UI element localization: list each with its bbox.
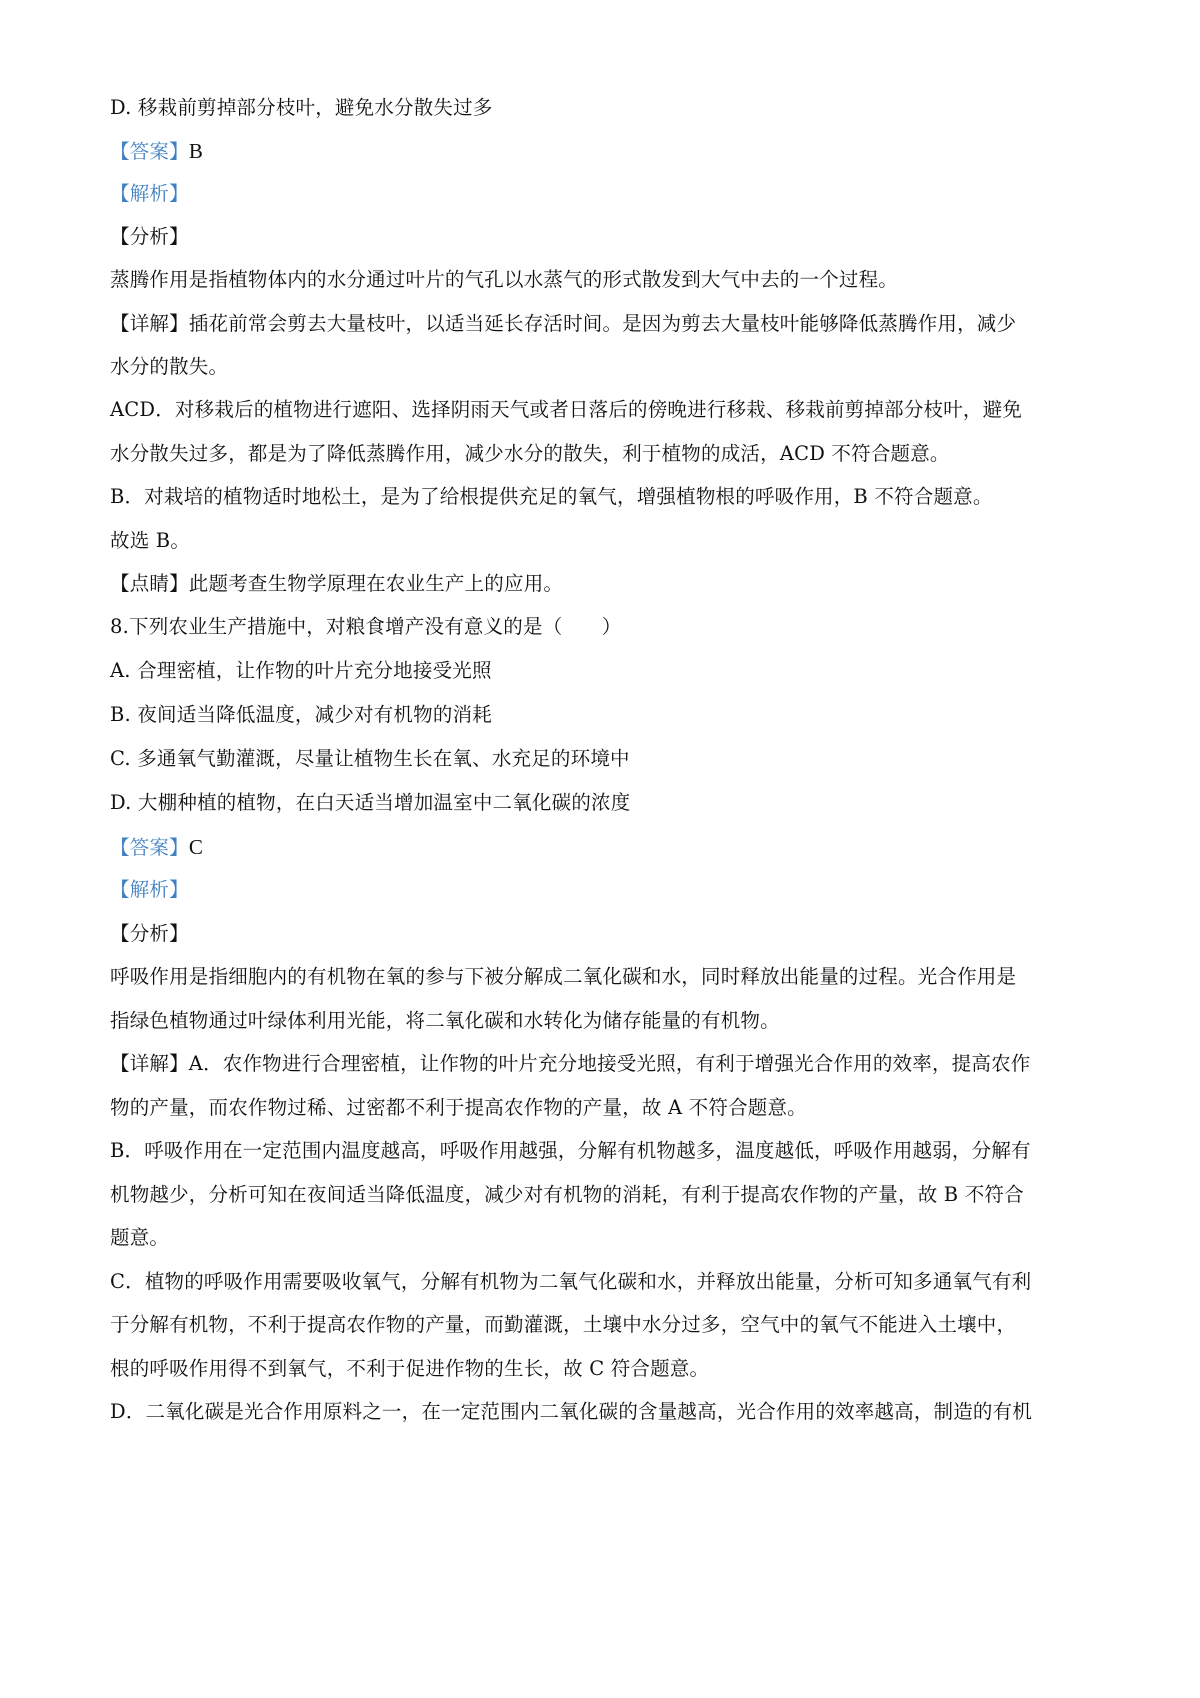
- q8-answer: [110, 833, 203, 862]
- answer-tag: 【答案】: [110, 140, 189, 163]
- answer-value: B: [188, 139, 204, 163]
- q7-option-d: D. 移栽前剪掉部分枝叶，避免水分散失过多: [110, 96, 493, 119]
- q8-b-line-2: 机物越少，分析可知在夜间适当降低温度，减少对有机物的消耗，有利于提高农作物的产量，故 B 不符合: [110, 1183, 1024, 1206]
- q8-d-line-1: D．二氧化碳是光合作用原料之一，在一定范围内二氧化碳的含量越高，光合作用的效率越高，制造的有机: [110, 1400, 1033, 1423]
- q7-analysis-text: 蒸腾作用是指植物体内的水分通过叶片的气孔以水蒸气的形式散发到大气中去的一个过程。: [110, 268, 899, 291]
- q8-option-d: D. 大棚种植的植物，在白天适当增加温室中二氧化碳的浓度: [110, 791, 631, 814]
- q7-detail-line-2: 水分的散失。: [110, 355, 229, 378]
- answer-tag: 【答案】: [110, 836, 189, 859]
- q8-analysis-line-1: 呼吸作用是指细胞内的有机物在氧的参与下被分解成二氧化碳和水，同时释放出能量的过程。光合作用是: [110, 965, 1017, 988]
- q7-detail-line-1: 【详解】插花前常会剪去大量枝叶，以适当延长存活时间。是因为剪去大量枝叶能够降低蒸腾作用，减少: [110, 312, 1017, 335]
- answer-value: C: [188, 835, 204, 859]
- q8-detail-a-line-1: 【详解】A．农作物进行合理密植，让作物的叶片充分地接受光照，有利于增强光合作用的效率，提高农作: [110, 1052, 1031, 1075]
- q8-b-line-3: 题意。: [110, 1226, 170, 1249]
- q8-option-a: A. 合理密植，让作物的叶片充分地接受光照: [110, 659, 492, 682]
- q8-option-c: C. 多通氧气勤灌溉，尽量让植物生长在氧、水充足的环境中: [110, 747, 630, 770]
- q8-analysis-line-2: 指绿色植物通过叶绿体利用光能，将二氧化碳和水转化为储存能量的有机物。: [110, 1009, 780, 1032]
- q7-choose: 故选 B。: [110, 529, 191, 552]
- q8-option-b: B. 夜间适当降低温度，减少对有机物的消耗: [110, 703, 492, 726]
- q7-answer: [110, 137, 203, 166]
- q8-c-line-2: 于分解有机物，不利于提高农作物的产量，而勤灌溉，土壤中水分过多，空气中的氧气不能进入土壤中，: [110, 1313, 1017, 1336]
- q8-c-line-3: 根的呼吸作用得不到氧气，不利于促进作物的生长，故 C 符合题意。: [110, 1357, 710, 1380]
- q7-explanation-tag: 【解析】: [110, 182, 189, 205]
- q8-b-line-1: B．呼吸作用在一定范围内温度越高，呼吸作用越强，分解有机物越多，温度越低，呼吸作用越弱，分解有: [110, 1139, 1031, 1162]
- q8-detail-a-line-2: 物的产量，而农作物过稀、过密都不利于提高农作物的产量，故 A 不符合题意。: [110, 1096, 807, 1119]
- q7-analysis-tag: 【分析】: [110, 225, 189, 248]
- q7-comment: 【点睛】此题考查生物学原理在农业生产上的应用。: [110, 572, 564, 595]
- q8-stem: 8.下列农业生产措施中，对粮食增产没有意义的是（ ）: [110, 615, 622, 638]
- q7-acd-line-2: 水分散失过多，都是为了降低蒸腾作用，减少水分的散失，利于植物的成活，ACD 不符合题意。: [110, 442, 950, 465]
- q8-explanation-tag: 【解析】: [110, 878, 189, 901]
- q7-b-text: B．对栽培的植物适时地松土，是为了给根提供充足的氧气，增强植物根的呼吸作用，B 不符合题意。: [110, 485, 993, 508]
- q8-c-line-1: C．植物的呼吸作用需要吸收氧气，分解有机物为二氧气化碳和水，并释放出能量，分析可知多通氧气有利: [110, 1270, 1032, 1293]
- q8-analysis-tag: 【分析】: [110, 922, 189, 945]
- q7-acd-line-1: ACD．对移栽后的植物进行遮阳、选择阴雨天气或者日落后的傍晚进行移栽、移栽前剪掉部分枝叶，避免: [110, 398, 1023, 421]
